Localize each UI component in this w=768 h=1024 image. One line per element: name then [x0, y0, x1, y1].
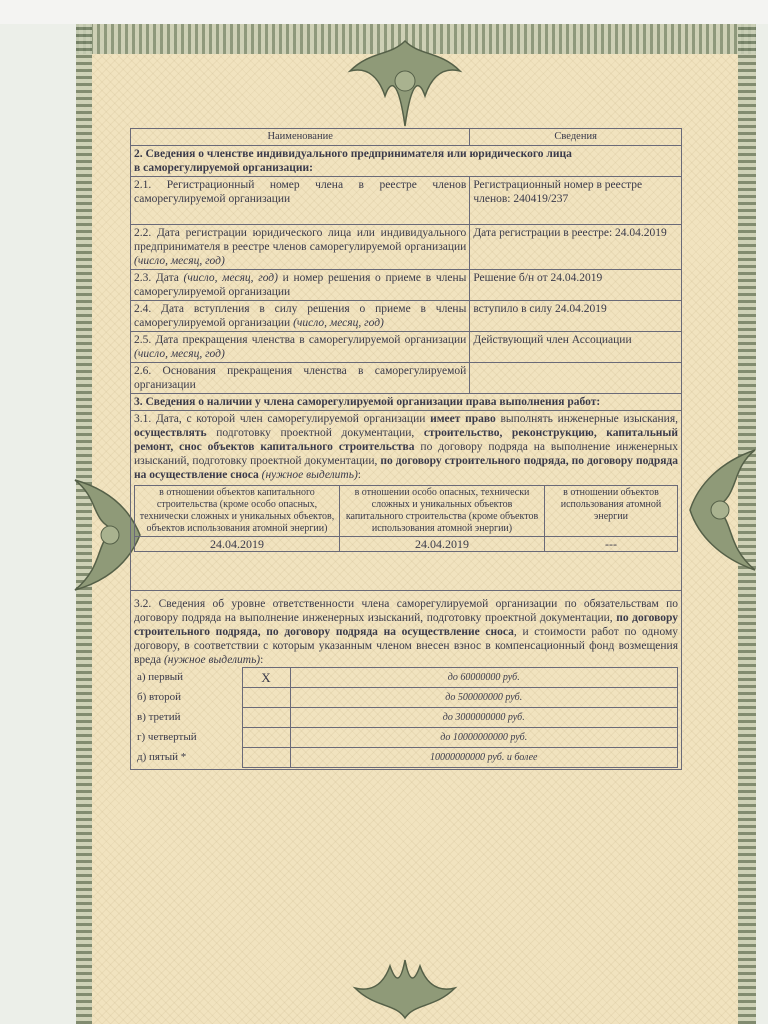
rights-date-nuclear: --- — [545, 537, 678, 552]
header-name-column: Наименование — [131, 129, 470, 146]
level-row — [134, 708, 678, 728]
bottom-ornament-icon — [340, 958, 470, 1024]
level-row — [134, 748, 678, 768]
level-amount: до 3000000000 руб. — [290, 708, 678, 728]
rights-dates-row — [135, 537, 678, 552]
row-2-3: 2.3. Дата (число, месяц, год) и номер решения о приеме в члены саморегулируемой организации Решение б/н от 24.04.2019 — [131, 270, 682, 301]
level-amount: до 10000000000 руб. — [290, 728, 678, 748]
rights-date-hazardous: 24.04.2019 — [340, 537, 545, 552]
row-2-4: 2.4. Дата вступления в силу решения о приеме в члены саморегулируемой организации (число, месяц, год) вступило в силу 24.04.2019 — [131, 301, 682, 332]
row-3-2 — [131, 591, 682, 770]
right-ornament-icon — [680, 440, 760, 580]
row-2-6: 2.6. Основания прекращения членства в саморегулируемой организации — [131, 363, 682, 394]
rights-col-nuclear: в отношении объектов использования атомной энергии — [545, 486, 678, 537]
section-2-title: 2. Сведения о членстве индивидуального предпринимателя или юридического лица в саморегулируемой организации: — [131, 146, 682, 177]
section-2-title-row — [131, 146, 682, 177]
level-mark — [242, 748, 290, 768]
level-row — [134, 668, 678, 688]
level-label: г) четвертый — [137, 730, 197, 743]
level-amount: до 500000000 руб. — [290, 688, 678, 708]
row-3-1 — [131, 411, 682, 591]
section-3-title: 3. Сведения о наличии у члена саморегулируемой организации права выполнения работ: — [131, 394, 682, 411]
level-label: а) первый — [137, 670, 184, 683]
row-2-5: 2.5. Дата прекращения членства в саморегулируемой организации (число, месяц, год) Действующий член Ассоциации — [131, 332, 682, 363]
rights-date-regular: 24.04.2019 — [135, 537, 340, 552]
membership-info-document — [130, 128, 682, 770]
rights-columns-row — [135, 486, 678, 537]
section-3-title-row — [131, 394, 682, 411]
level-row — [134, 688, 678, 708]
row-2-1: 2.1. Регистрационный номер члена в реестре членов саморегулируемой организации Регистрационный номер в реестре членов: 240419/237 — [131, 177, 682, 225]
level-row — [134, 728, 678, 748]
level-mark: Х — [242, 668, 290, 688]
rights-col-hazardous: в отношении особо опасных, технически сложных и уникальных объектов капитального строительства (кроме объектов использования атомной энергии) — [340, 486, 545, 537]
level-label: б) второй — [137, 690, 181, 703]
top-scan-margin — [0, 0, 768, 24]
level-amount: до 60000000 руб. — [290, 668, 678, 688]
level-label: д) пятый * — [137, 750, 187, 763]
liability-levels-table — [134, 667, 678, 768]
rights-dates-table — [134, 485, 678, 552]
rights-col-regular: в отношении объектов капитального строительства (кроме особо опасных, технически сложных и уникальных объектов, объектов использования атомной энергии) — [135, 486, 340, 537]
paragraph-3-2: 3.2. Сведения об уровне ответственности члена саморегулируемой организации по обязательствам по договору подряда на выполнение инженерных изысканий, подготовку проектной документации, по договору строительного подряда, по договору подряда на осуществление сноса, и стоимости работ по одному договору, в соответствии с которым указанным членом внесен взнос в компенсационный фонд возмещения вреда (нужное выделить): а) первый Х до 60000000 руб. б) второй до 500000000 руб. в) третий до 3000000000 руб. г) четвертый до 10000000000 руб. д) пятый * 10000000000 руб. и более — [131, 591, 682, 770]
row-2-2: 2.2. Дата регистрации юридического лица или индивидуального предпринимателя в реестре членов саморегулируемой организации (число, месяц, год) Дата регистрации в реестре: 24.04.2019 — [131, 225, 682, 270]
level-mark — [242, 688, 290, 708]
membership-table — [130, 128, 682, 770]
header-info-column: Сведения — [470, 129, 682, 146]
top-ornament-icon — [330, 36, 480, 131]
level-mark — [242, 728, 290, 748]
table-header-row — [131, 129, 682, 146]
level-label: в) третий — [137, 710, 181, 723]
level-mark — [242, 708, 290, 728]
paragraph-3-1: 3.1. Дата, с которой член саморегулируемой организации имеет право выполнять инженерные изыскания, осуществлять подготовку проектной документации, строительство, реконструкцию, капитальный ремонт, снос объектов капитального строительства по договору подряда на выполнение инженерных изысканий, подготовку проектной документации, по договору строительного подряда, по договору подряда на осуществление сноса (нужное выделить): в отношении объектов капитального строительства (кроме особо опасных, технически сложных и уникальных объектов, объектов использования атомной энергии) в отношении особо опасных, технически сложных и уникальных объектов капитального строительства (кроме объектов использования атомной энергии) в отношении объектов использования атомной энергии 24.04.2019 24.04.2019 --- — [131, 411, 682, 591]
level-amount: 10000000000 руб. и более — [290, 748, 678, 768]
